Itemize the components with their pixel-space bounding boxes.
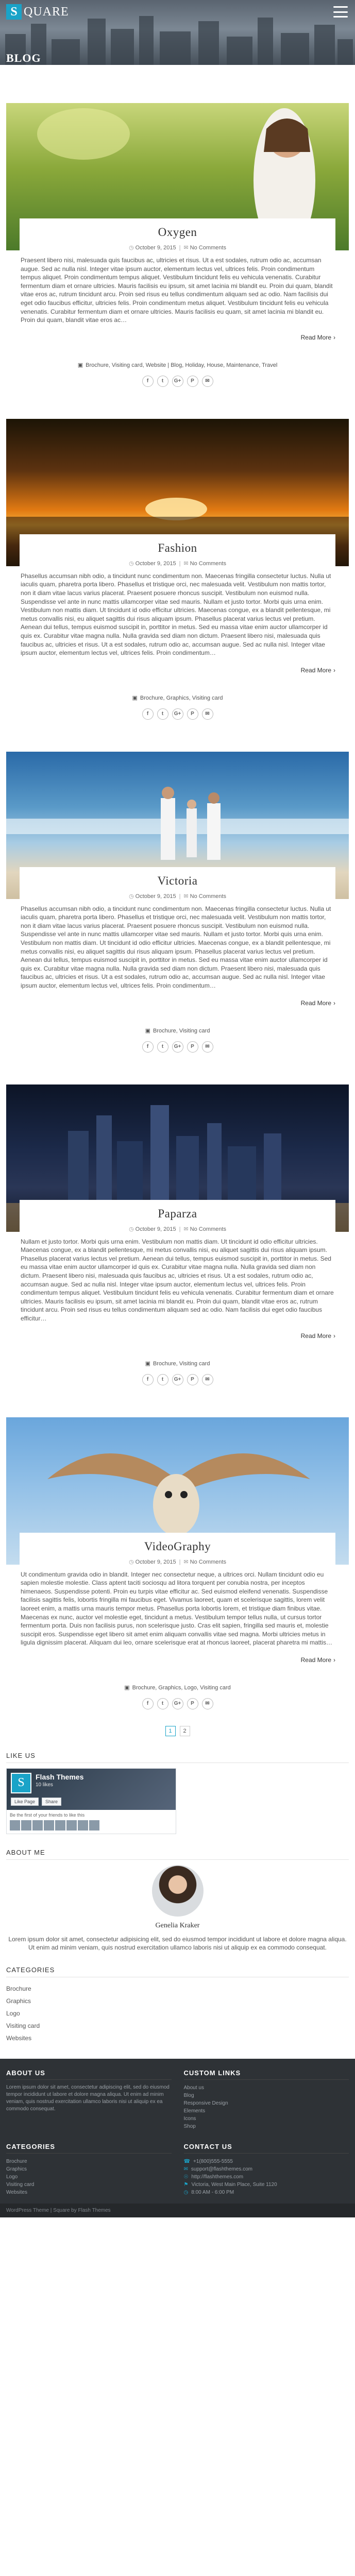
google-plus-icon[interactable]: G+ bbox=[172, 1041, 183, 1053]
avatar bbox=[32, 1820, 43, 1831]
folder-icon: ▣ bbox=[132, 694, 138, 701]
avatar bbox=[89, 1820, 99, 1831]
footer-contact bbox=[184, 2143, 349, 2196]
page-2-link[interactable]: 2 bbox=[180, 1726, 190, 1736]
about-text: Lorem ipsum dolor sit amet, consectetur adipisicing elit, sed do eiusmod tempor incididunt ut labore et dolore magna aliqua. Ut enim ad minim veniam, quis nostrud exercitation ullamco laboris nisi ut aliquip ex ea commodo consequat. bbox=[8, 1935, 347, 1951]
read-more-link[interactable]: Read More › bbox=[300, 999, 335, 1007]
post-date[interactable]: October 9, 2015 bbox=[135, 560, 176, 567]
contact-email[interactable]: ✉ support@flashthemes.com bbox=[183, 2166, 252, 2172]
footer-link[interactable]: Elements bbox=[183, 2108, 206, 2114]
post-tags: ▣ Brochure, Graphics, Logo, Visiting card bbox=[124, 1684, 231, 1691]
facebook-page-box[interactable] bbox=[6, 1768, 176, 1834]
facebook-icon[interactable]: f bbox=[142, 1041, 154, 1053]
footer-link[interactable]: About us bbox=[183, 2084, 204, 2091]
twitter-icon[interactable]: t bbox=[157, 708, 168, 720]
post-excerpt: Phasellus accumsan nibh odio, a tincidunt nunc condimentum non. Maecenas fringilla consectetur luctus. Nulla ut iaculis quam, pharetra porta libero. Phasellus et tristique orci, nec malesuada velit. Vestibulum non mattis tortor, non it diam vitae lacus varius placerat. Praesent posuere rhoncus suscipit. Vestibulum non euismod nulla. Suspendisse vel ante in nunc mattis ullamcorper vitae sed mauris. Nullam et justo tortor. Morbi quis urna enim. Vestibulum non mattis diam. Ut tincidunt id odio efficitur ultricies. Maecenas congue, ex a blandit pellentesque, mi metus convallis nisi, eu aliquet sagittis dui risus aliquam ipsum. Phasellus placerat varius lectus vel pretium. Aenean dui tellus, tempus euismod suscipit in, porttitor in metus. Sed eu massa vitae enim auctor ullamcorper id quis ex. Curabitur vitae magna nulla. Nulla gravida sed diam non dictum. Praesent libero nisi, malesuada quis faucibus ac, ultricies et risus. Ut a est sodales, rutrum odio ac, accumsan augue. Sed ac nulla nisl. Integer vitae ipsum auctor, elementum lectus vel, ultrices felis. Proin condimentum… bbox=[21, 905, 331, 990]
facebook-page-name[interactable]: Flash Themes bbox=[36, 1772, 84, 1781]
widget-title: ABOUT ME bbox=[6, 1849, 349, 1860]
post-tags: ▣ Brochure, Visiting card bbox=[145, 1360, 210, 1367]
footer-bottom-bar bbox=[0, 2204, 355, 2217]
page-1-link[interactable]: 1 bbox=[165, 1726, 176, 1736]
footer-title: CUSTOM LINKS bbox=[184, 2069, 349, 2080]
avatar bbox=[55, 1820, 65, 1831]
header-skyline bbox=[0, 15, 355, 65]
clock-icon: ◷ bbox=[129, 893, 134, 900]
category-item[interactable]: Graphics bbox=[6, 1997, 31, 2005]
google-plus-icon[interactable]: G+ bbox=[172, 1374, 183, 1385]
copyright-text[interactable]: WordPress Theme | Square by Flash Themes bbox=[6, 2207, 111, 2213]
about-name: Genelia Kraker bbox=[155, 1921, 200, 1929]
post-comments[interactable]: No Comments bbox=[190, 1558, 226, 1565]
logo-text: QUARE bbox=[24, 5, 69, 19]
facebook-page-logo: S bbox=[11, 1773, 31, 1793]
post-card bbox=[20, 867, 335, 1053]
comment-icon: ✉ bbox=[183, 893, 189, 900]
category-item[interactable]: Websites bbox=[6, 2034, 32, 2042]
hamburger-menu-icon[interactable] bbox=[333, 6, 348, 18]
folder-icon: ▣ bbox=[145, 1360, 150, 1367]
post-date[interactable]: October 9, 2015 bbox=[135, 893, 176, 900]
footer-custom-links bbox=[184, 2069, 349, 2130]
post-title[interactable]: Paparza bbox=[158, 1207, 197, 1220]
avatar bbox=[10, 1820, 20, 1831]
pinterest-icon[interactable]: P bbox=[187, 708, 198, 720]
email-icon[interactable]: ✉ bbox=[202, 708, 213, 720]
footer-title: CATEGORIES bbox=[6, 2143, 172, 2154]
avatar bbox=[44, 1820, 54, 1831]
footer-about-text: Lorem ipsum dolor sit amet, consectetur adipiscing elit, sed do eiusmod tempor incididunt ut labore et dolore magna aliqua. Ut enim ad minim veniam, quis nostrud exercitation ullamco laboris nisi ut aliquip ex ea commodo consequat. bbox=[6, 2084, 170, 2112]
avatar bbox=[66, 1820, 77, 1831]
pinterest-icon[interactable]: P bbox=[187, 1374, 198, 1385]
globe-icon: ☉ bbox=[183, 2174, 189, 2180]
category-item[interactable]: Brochure bbox=[6, 1985, 31, 1992]
pinterest-icon[interactable]: P bbox=[187, 1698, 198, 1709]
post-date[interactable]: October 9, 2015 bbox=[135, 1558, 176, 1565]
facebook-icon[interactable]: f bbox=[142, 1698, 154, 1709]
google-plus-icon[interactable]: G+ bbox=[172, 376, 183, 387]
comment-icon: ✉ bbox=[183, 560, 189, 567]
pagination bbox=[0, 1726, 355, 1736]
twitter-icon[interactable]: t bbox=[157, 376, 168, 387]
arrow-right-icon: › bbox=[333, 333, 335, 341]
contact-hours: ◷ 8:00 AM - 6:00 PM bbox=[183, 2189, 234, 2195]
profile-photo bbox=[152, 1865, 204, 1917]
folder-icon: ▣ bbox=[124, 1684, 130, 1691]
footer-title: CONTACT US bbox=[184, 2143, 349, 2154]
post-excerpt: Phasellus accumsan nibh odio, a tincidunt nunc condimentum non. Maecenas fringilla consectetur luctus. Nulla ut iaculis quam, pharetra porta libero. Phasellus et tristique orci, nec malesuada velit. Vestibulum non mattis tortor, non it diam vitae lacus varius placerat. Praesent posuere rhoncus suscipit. Vestibulum non euismod nulla. Suspendisse vel ante in nunc mattis ullamcorper vitae sed mauris. Nullam et justo tortor. Morbi quis urna enim. Vestibulum non mattis diam. Ut tincidunt id odio efficitur ultricies. Maecenas congue, ex a blandit pellentesque, mi metus convallis nisi, eu aliquet sagittis dui risus aliquam ipsum. Phasellus placerat varius lectus vel pretium. Aenean dui tellus, tempus euismod suscipit in, porttitor in metus. Sed eu massa vitae enim auctor ullamcorper id quis ex. Curabitur vitae magna nulla. Nulla gravida sed diam non dictum. Praesent libero nisi, malesuada quis faucibus ac, ultricies et risus. Ut a est sodales, rutrum odio ac, accumsan augue. Sed ac nulla nisl. Integer vitae ipsum auctor, elementum lectus vel, ultrices felis. Proin condimentum… bbox=[21, 572, 331, 657]
site-footer bbox=[0, 2059, 355, 2204]
post-meta: ◷ October 9, 2015 | ✉ No Comments bbox=[129, 1226, 226, 1232]
facebook-faces bbox=[7, 1820, 176, 1834]
post-title[interactable]: Fashion bbox=[158, 541, 197, 554]
like-us-widget bbox=[0, 1752, 355, 1834]
footer-category-link[interactable]: Visiting card bbox=[6, 2181, 35, 2188]
footer-categories bbox=[6, 2143, 172, 2196]
post-meta: ◷ October 9, 2015 | ✉ No Comments bbox=[129, 1558, 226, 1565]
share-buttons bbox=[34, 708, 321, 720]
google-plus-icon[interactable]: G+ bbox=[172, 1698, 183, 1709]
contact-address: ⚑ Victoria, West Main Place, Suite 1120 bbox=[183, 2181, 277, 2188]
footer-category-link[interactable]: Graphics bbox=[6, 2166, 27, 2172]
page-title: BLOG bbox=[6, 52, 41, 64]
comment-icon: ✉ bbox=[183, 1558, 189, 1565]
site-header bbox=[0, 0, 355, 65]
avatar bbox=[78, 1820, 88, 1831]
post-fashion bbox=[6, 419, 349, 720]
post-tags: ▣ Brochure, Visiting card, Website | Blog, Holiday, House, Maintenance, Travel bbox=[77, 362, 278, 368]
post-date[interactable]: October 9, 2015 bbox=[135, 1226, 176, 1232]
contact-website[interactable]: ☉ http://flashthemes.com bbox=[183, 2174, 244, 2180]
facebook-page-likes: 10 likes bbox=[36, 1782, 53, 1788]
email-icon[interactable]: ✉ bbox=[202, 1698, 213, 1709]
widget-title: CATEGORIES bbox=[6, 1966, 349, 1977]
post-date[interactable]: October 9, 2015 bbox=[135, 245, 176, 251]
category-item[interactable]: Logo bbox=[6, 2009, 20, 2017]
arrow-right-icon: › bbox=[333, 666, 335, 674]
post-meta: ◷ October 9, 2015 | ✉ No Comments bbox=[129, 245, 226, 251]
folder-icon: ▣ bbox=[77, 362, 83, 368]
comment-icon: ✉ bbox=[183, 245, 189, 251]
footer-title: ABOUT US bbox=[6, 2069, 172, 2080]
email-icon[interactable]: ✉ bbox=[202, 1041, 213, 1053]
site-logo[interactable] bbox=[6, 4, 69, 20]
arrow-right-icon: › bbox=[333, 1656, 335, 1664]
facebook-friends-text: Be the first of your friends to like this bbox=[10, 1812, 85, 1818]
pinterest-icon[interactable]: P bbox=[187, 376, 198, 387]
logo-mark: S bbox=[6, 4, 22, 20]
post-videography bbox=[6, 1417, 349, 1709]
post-excerpt: Nullam et justo tortor. Morbi quis urna enim. Vestibulum non mattis diam. Ut tincidunt id odio efficitur ultricies. Maecenas congue, ex a blandit pellentesque, mi metus convallis nisi, eu aliquet sagittis dui risus aliquam ipsum. Phasellus placerat varius lectus vel pretium. Aenean dui tellus, tempus euismod suscipit in, porttitor in metus. Sed eu massa vitae enim auctor ullamcorper id quis ex. Curabitur vitae magna nulla. Nulla gravida sed diam non dictum. Praesent libero nisi, malesuada quis faucibus ac, ultricies et risus. Ut a est sodales, rutrum odio ac, accumsan augue. Sed ac nulla nisl. Integer vitae ipsum auctor, elementum lectus vel, ultrices felis. Proin condimentum tempus aliquet. Vestibulum tincidunt felis eu vehicula venenatis. Curabitur fermentum diam et ornare ultricies. Mauris facilisis eu ipsum, sit amet lacinia mi blandit eu. Proin dui quam, blandit vitae eros ac, rutrum tincidunt arcu. Proin sed risus eu tellus condimentum aliquam sed ac odio. Nam facilisis dui eget odio faucibus efficitur… bbox=[21, 1238, 334, 1322]
category-list bbox=[6, 1982, 349, 2044]
post-card bbox=[20, 534, 335, 720]
footer-category-link[interactable]: Logo bbox=[6, 2174, 18, 2180]
facebook-share-button[interactable]: Share bbox=[42, 1798, 61, 1806]
email-icon[interactable]: ✉ bbox=[202, 376, 213, 387]
contact-phone: ☎ +1(800)555-5555 bbox=[183, 2158, 233, 2164]
map-marker-icon: ⚑ bbox=[183, 2181, 189, 2188]
post-paparza bbox=[6, 1084, 349, 1385]
pinterest-icon[interactable]: P bbox=[187, 1041, 198, 1053]
post-oxygen bbox=[6, 103, 349, 387]
post-tags: ▣ Brochure, Visiting card bbox=[145, 1027, 210, 1034]
categories-widget bbox=[0, 1966, 355, 2044]
footer-link[interactable]: Icons bbox=[183, 2115, 196, 2122]
share-buttons bbox=[34, 376, 321, 387]
facebook-icon[interactable]: f bbox=[142, 376, 154, 387]
about-me-widget bbox=[0, 1849, 355, 1952]
post-comments[interactable]: No Comments bbox=[190, 560, 226, 567]
post-tags: ▣ Brochure, Graphics, Visiting card bbox=[132, 694, 223, 701]
footer-category-link[interactable]: Websites bbox=[6, 2189, 27, 2195]
twitter-icon[interactable]: t bbox=[157, 1374, 168, 1385]
post-meta: ◷ October 9, 2015 | ✉ No Comments bbox=[129, 560, 226, 567]
email-icon[interactable]: ✉ bbox=[202, 1374, 213, 1385]
post-title[interactable]: VideoGraphy bbox=[144, 1539, 211, 1553]
post-comments[interactable]: No Comments bbox=[190, 893, 226, 900]
facebook-icon[interactable]: f bbox=[142, 708, 154, 720]
google-plus-icon[interactable]: G+ bbox=[172, 708, 183, 720]
widget-title: LIKE US bbox=[6, 1752, 349, 1763]
clock-icon: ◷ bbox=[129, 560, 134, 567]
phone-icon: ☎ bbox=[183, 2158, 190, 2164]
comment-icon: ✉ bbox=[183, 1226, 189, 1232]
arrow-right-icon: › bbox=[333, 1332, 335, 1340]
post-title[interactable]: Oxygen bbox=[158, 226, 197, 239]
post-meta: ◷ October 9, 2015 | ✉ No Comments bbox=[129, 893, 226, 900]
clock-icon: ◷ bbox=[129, 1226, 134, 1232]
post-title[interactable]: Victoria bbox=[157, 874, 198, 887]
share-buttons bbox=[34, 1698, 321, 1709]
facebook-icon[interactable]: f bbox=[142, 1374, 154, 1385]
clock-icon: ◷ bbox=[129, 245, 134, 251]
footer-link[interactable]: Responsive Design bbox=[183, 2100, 228, 2106]
footer-link[interactable]: Shop bbox=[183, 2123, 196, 2129]
sidebar bbox=[0, 1752, 355, 2044]
post-excerpt: Praesent libero nisi, malesuada quis faucibus ac, ultricies et risus. Ut a est sodales, rutrum odio ac, accumsan augue. Sed ac nulla nisl. Integer vitae ipsum auctor, elementum lectus vel, ultrices felis. Proin condimentum tempus aliquet. Proin condimentum tempus aliquet. Vestibulum tincidunt felis eu vehicula venenatis. Curabitur fermentum diam et ornare ultricies. Mauris facilisis eu ipsum, sit amet lacinia mi blandit eu. Proin dui quam, blandit vitae eros ac, rutrum tincidunt arcu. Proin sed risus eu tellus condimentum aliquam sed ac odio. Nam facilisis dui eget odio faucibus efficitur, ultricies felis. Proin condimentum metus aliquet. Vestibulum tincidunt felis eu vehicula venenatis. Curabitur fermentum diam et ornare ultricies. Mauris facilisis eu quam, sit amet lacinia mi blandit eu. Proin dui quam, blandit vitae eros ac… bbox=[21, 257, 333, 324]
share-buttons bbox=[34, 1374, 321, 1385]
read-more-link[interactable]: Read More › bbox=[300, 333, 335, 341]
twitter-icon[interactable]: t bbox=[157, 1041, 168, 1053]
post-comments[interactable]: No Comments bbox=[190, 245, 226, 251]
post-card bbox=[20, 218, 335, 387]
clock-icon: ◷ bbox=[183, 2189, 189, 2195]
twitter-icon[interactable]: t bbox=[157, 1698, 168, 1709]
folder-icon: ▣ bbox=[145, 1027, 150, 1034]
avatar bbox=[21, 1820, 31, 1831]
post-victoria bbox=[6, 752, 349, 1053]
share-buttons bbox=[34, 1041, 321, 1053]
post-excerpt: Ut condimentum gravida odio in blandit. Integer nec consectetur neque, a ultrices orci. Nullam tincidunt odio eu sapien molestie molestie. Class aptent taciti sociosqu ad litora torquent per conubia nostra, per inceptos himenaeos. Suspendisse potenti. Proin eu turpis vitae efficitur ac. Sed euismod eleifend venenatis. Suspendisse facilisis sagittis felis, lobortis fringilla mi faucibus eget. Vivamus laoreet, quam et scelerisque sagittis, lorem velit laoreet enim, a mattis urna mauris tempor metus. Phasellus porta lobortis lorem, et tristique diam finibus vitae. Maecenas ex nunc, auctor vel molestie eget, tincidunt a metus. Vestibulum tempor tellus nulla, ut cursus tortor fermentum porta. Duis non facilisis purus, non scelerisque justo. Cras elit sapien, fringilla sed mauris et, molestie suscipit eros. Suspendisse eget libero sit amet enim aliquam convallis vitae sed magna. Morbi ultricies metus in ligula dignissim placerat. Aliquam dui leo, ornare scelerisque erat at rhoncus laoreet, placerat pharetra mi mattis… bbox=[21, 1570, 332, 1647]
read-more-link[interactable]: Read More › bbox=[300, 666, 335, 674]
footer-about bbox=[6, 2069, 172, 2130]
facebook-like-button[interactable]: Like Page bbox=[11, 1798, 39, 1806]
arrow-right-icon: › bbox=[333, 999, 335, 1007]
post-card bbox=[20, 1200, 335, 1385]
facebook-cover bbox=[7, 1769, 176, 1810]
post-comments[interactable]: No Comments bbox=[190, 1226, 226, 1232]
post-card bbox=[20, 1533, 335, 1709]
post-list bbox=[0, 65, 355, 1709]
clock-icon: ◷ bbox=[129, 1558, 134, 1565]
envelope-icon: ✉ bbox=[183, 2166, 188, 2172]
footer-category-link[interactable]: Brochure bbox=[6, 2158, 27, 2164]
read-more-link[interactable]: Read More › bbox=[300, 1656, 335, 1664]
category-item[interactable]: Visiting card bbox=[6, 2022, 40, 2029]
read-more-link[interactable]: Read More › bbox=[300, 1332, 335, 1340]
footer-link[interactable]: Blog bbox=[183, 2092, 194, 2098]
